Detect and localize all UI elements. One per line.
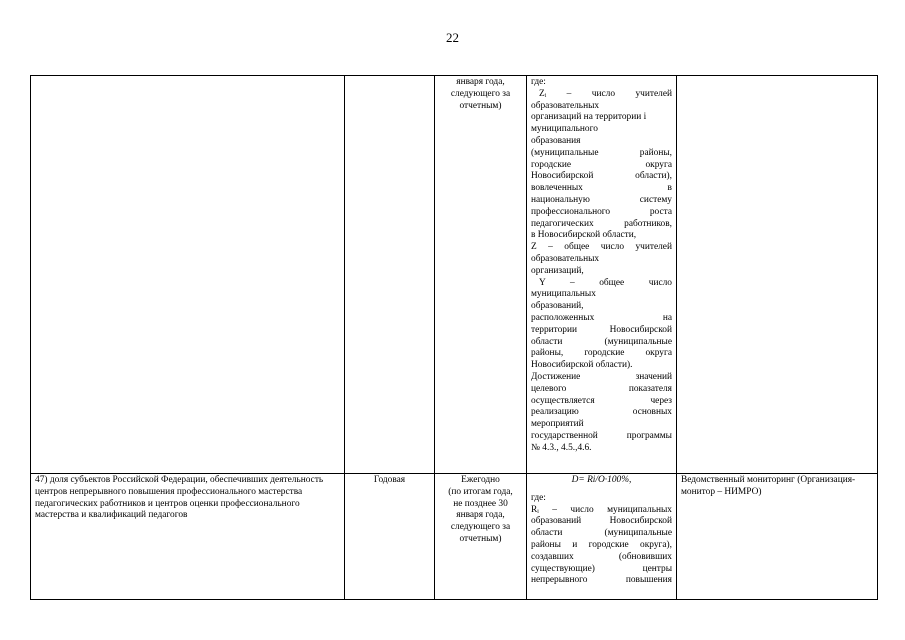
- periodicity-value: Годовая: [373, 475, 406, 485]
- periodicity-cell: [345, 474, 435, 600]
- text-line: января года,: [456, 510, 505, 521]
- method-cell: [527, 474, 677, 600]
- periodicity-cell: [345, 76, 435, 474]
- indicator-table: [30, 75, 878, 600]
- deadline-cell: [435, 474, 527, 600]
- method-line: районы и городские округа),: [531, 539, 672, 550]
- indicator-name-cell: [31, 474, 345, 600]
- text-line: не позднее 30: [453, 498, 508, 509]
- indicator-name: 47) доля субъектов Российской Федерации, обеспечивших деятельность центров непрерывного повышения профессионального мастерства педагогических работников и центров оценки профессионального мастерства и квалификаций педагогов: [35, 475, 324, 521]
- method-line: Z – общее число учителей: [531, 242, 672, 253]
- method-line: в Новосибирской области,: [531, 230, 637, 241]
- source-text: Ведомственный мониторинг (Организация-монитор – НИМРО): [681, 475, 856, 497]
- source-cell: [677, 474, 878, 600]
- method-line: Новосибирской области).: [531, 360, 633, 371]
- text-line: (по итогам года,: [448, 486, 513, 497]
- table-row: [31, 474, 878, 600]
- method-line: расположенных на: [531, 312, 672, 323]
- method-line: образовательных: [531, 100, 600, 111]
- method-line: создавших (обновивших: [531, 551, 672, 562]
- method-line: Rᵢ – число муниципальных: [531, 504, 672, 515]
- method-line: государственной программы: [531, 430, 672, 441]
- page-number: 22: [446, 30, 459, 45]
- method-line: городские округа: [531, 159, 672, 170]
- method-line: Zᵢ – число учителей: [539, 88, 672, 99]
- method-line: № 4.3., 4.5.,4.6.: [531, 442, 592, 453]
- method-line: профессионального роста: [531, 206, 672, 217]
- where-label: где:: [531, 77, 546, 87]
- method-line: реализацию основных: [531, 407, 672, 418]
- deadline-cell: [435, 76, 527, 474]
- where-label: где:: [531, 492, 546, 503]
- text-line: отчетным): [459, 100, 502, 111]
- method-line: муниципальных: [531, 289, 596, 300]
- method-line: Достижение значений: [531, 371, 672, 382]
- method-line: организаций на территории i: [531, 112, 647, 123]
- method-line: осуществляется через: [531, 395, 672, 406]
- text-line: следующего за: [450, 522, 511, 533]
- method-line: педагогических работников,: [531, 218, 672, 229]
- method-line: целевого показателя: [531, 383, 672, 394]
- source-cell: [677, 76, 878, 474]
- method-line: существующие) центры: [531, 563, 672, 574]
- method-line: районы, городские округа: [531, 348, 672, 359]
- method-cell: [527, 76, 677, 474]
- method-line: национальную систему: [531, 194, 672, 205]
- method-line: образования: [531, 135, 581, 146]
- method-line: непрерывного повышения: [531, 575, 672, 586]
- method-line: области (муниципальные: [531, 528, 672, 539]
- method-line: организаций,: [531, 265, 584, 276]
- method-line: образовательных: [531, 253, 600, 264]
- method-line: Y – общее число: [539, 277, 672, 288]
- indicator-name-cell: [31, 76, 345, 474]
- method-line: (муниципальные районы,: [531, 147, 672, 158]
- method-line: вовлеченных в: [531, 183, 672, 194]
- text-line: января года,: [456, 77, 505, 87]
- method-line: образований,: [531, 301, 584, 312]
- text-line: следующего за: [450, 88, 511, 99]
- method-line: мероприятий: [531, 419, 584, 430]
- method-line: области (муниципальные: [531, 336, 672, 347]
- method-line: территории Новосибирской: [531, 324, 672, 335]
- table-row: [31, 76, 878, 474]
- formula: D= Ri/O·100%,: [571, 475, 632, 485]
- text-line: отчетным): [459, 533, 502, 544]
- text-line: Ежегодно: [461, 475, 500, 485]
- method-line: образований Новосибирской: [531, 516, 672, 527]
- method-line: Новосибирской области),: [531, 171, 672, 182]
- method-line: муниципального: [531, 124, 598, 135]
